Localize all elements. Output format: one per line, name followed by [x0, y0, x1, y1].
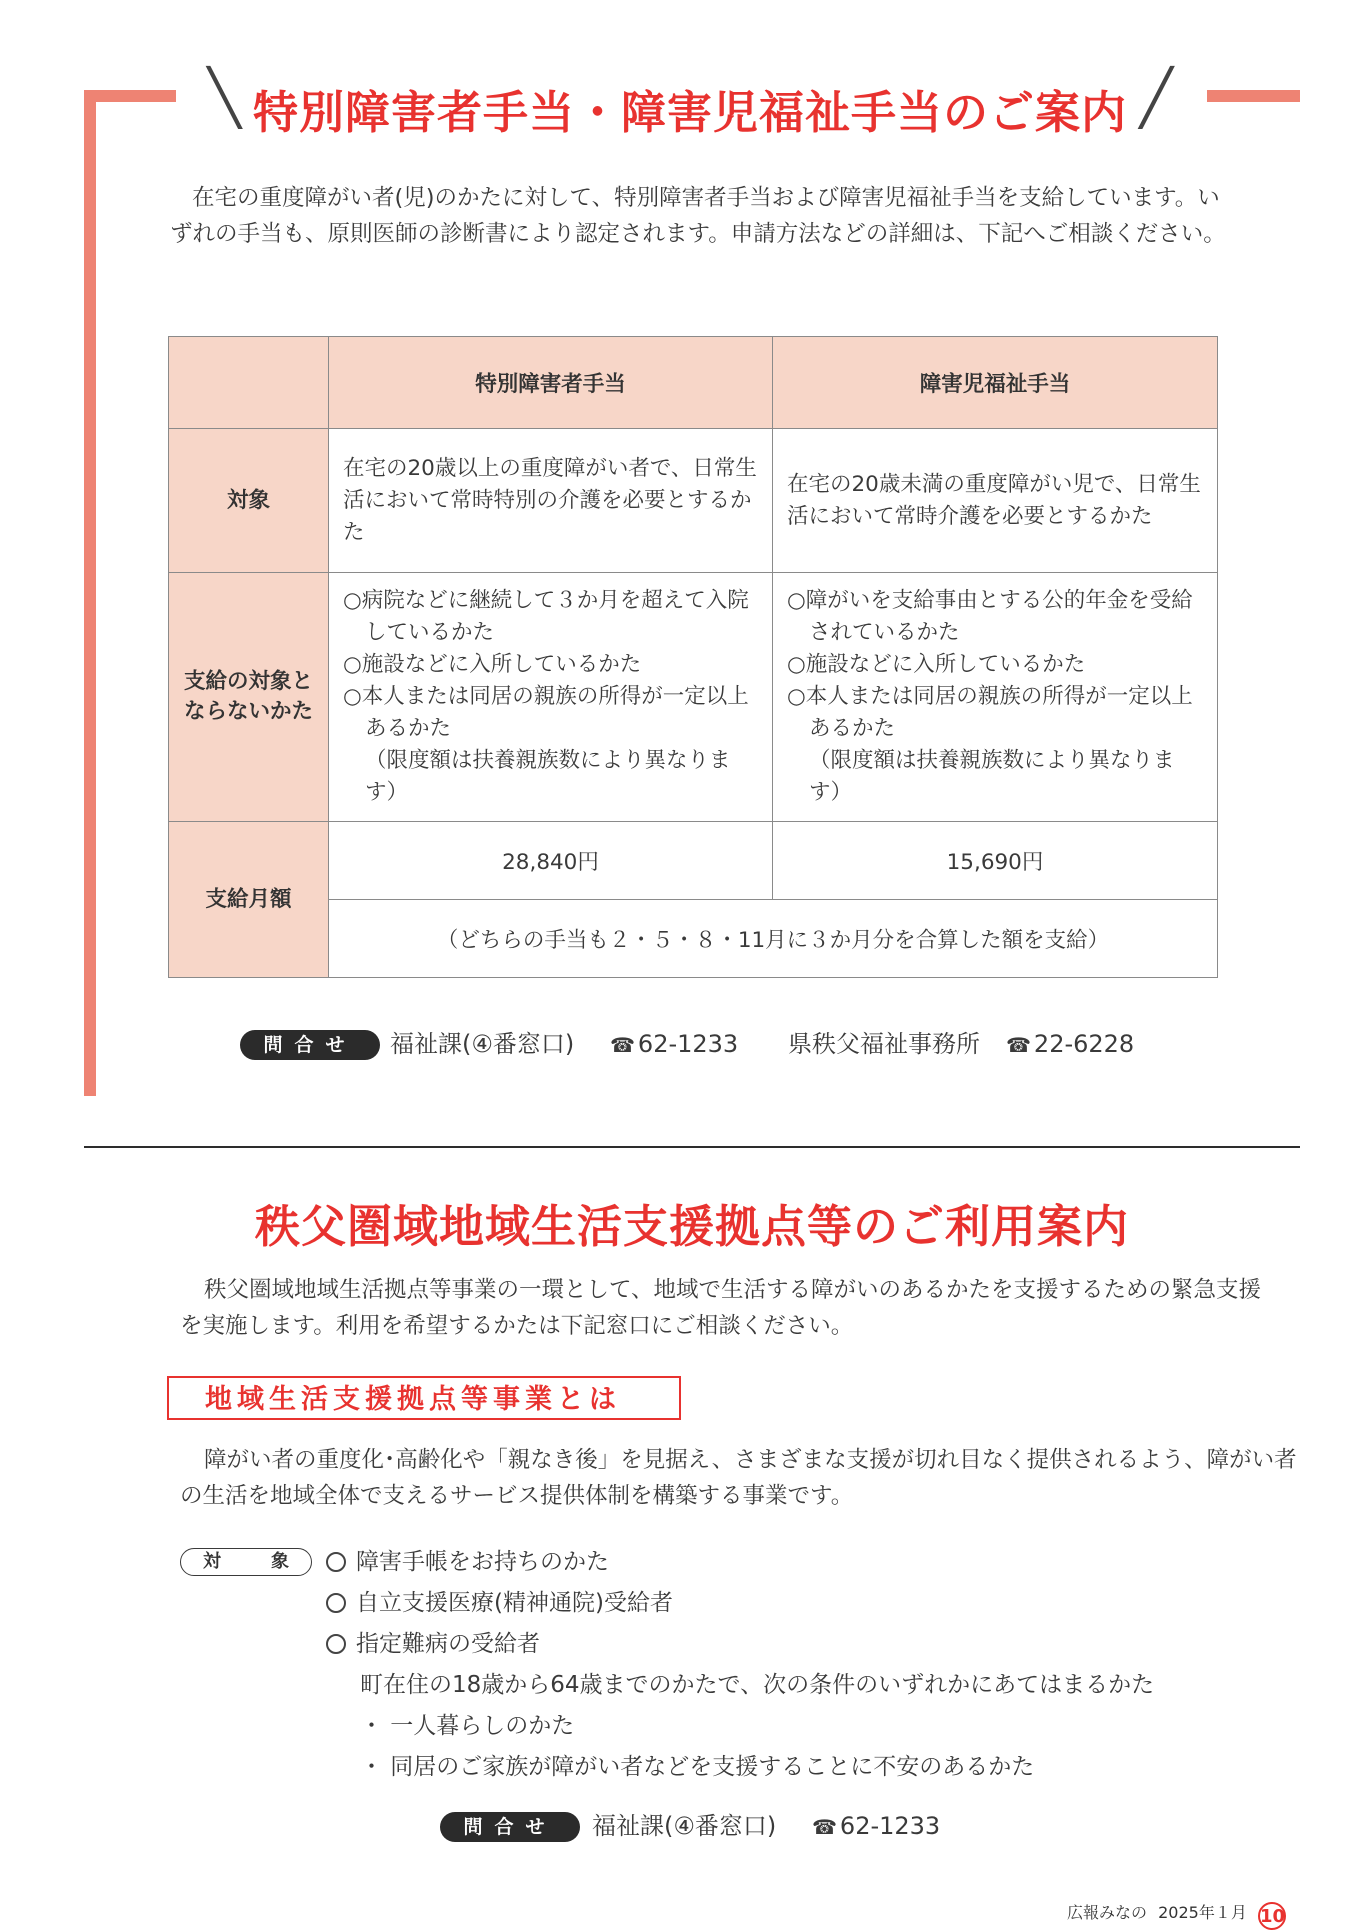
target-item	[326, 1542, 1266, 1583]
page-number: 10	[1258, 1902, 1286, 1930]
section1-contact-tel1	[610, 1028, 738, 1061]
target-item	[326, 1624, 1266, 1665]
target-child: 在宅の20歳未満の重度障がい児で、日常生活において常時介護を必要とするかた	[773, 429, 1218, 573]
circle-bullet-icon	[326, 1634, 346, 1654]
condition-text: 町在住の18歳から64歳までのかたで、次の条件のいずれかにあてはまるかた	[360, 1672, 1155, 1698]
excluded-child-item: ○本人または同居の親族の所得が一定以上あるかた	[787, 684, 1193, 741]
publication-date: 2025年１月	[1158, 1903, 1247, 1922]
section2-title: 秩父圏域地域生活支援拠点等のご利用案内	[254, 1200, 1129, 1253]
amount-special: 28,840円	[329, 822, 773, 900]
excluded-special-item: ○病院などに継続して３か月を超えて入院しているかた	[343, 588, 749, 645]
amount-note: （どちらの手当も２・５・８・11月に３か月分を合算した額を支給）	[329, 900, 1218, 978]
table-header-special: 特別障害者手当	[329, 337, 773, 429]
table-corner-cell	[169, 337, 329, 429]
section1-contact-tel2	[1006, 1028, 1134, 1061]
tel2-number: 22-6228	[1033, 1030, 1135, 1058]
title-left-slash-icon: ╲	[208, 66, 241, 129]
target-item-text: 障害手帳をお持ちのかた	[356, 1549, 609, 1575]
excluded-child-item: ○施設などに入所しているかた	[787, 652, 1086, 677]
section1-title: 特別障害者手当・障害児福祉手当のご案内	[252, 86, 1127, 139]
target-label-char1: 対	[203, 1551, 221, 1572]
target-item	[326, 1583, 1266, 1624]
row-header-excluded	[169, 573, 329, 822]
excluded-special-item: ○本人または同居の親族の所得が一定以上あるかた	[343, 684, 749, 741]
page-footer	[1067, 1900, 1286, 1930]
phone-icon: ☎	[1006, 1033, 1031, 1057]
circle-bullet-icon	[326, 1552, 346, 1572]
excluded-child	[773, 573, 1218, 822]
excluded-child-item: ○障がいを支給事由とする公的年金を受給されているかた	[787, 588, 1193, 645]
circle-bullet-icon	[326, 1593, 346, 1613]
excluded-special-item: ○施設などに入所しているかた	[343, 652, 642, 677]
row-header-target: 対象	[169, 429, 329, 573]
excluded-special-note: （限度額は扶養親族数により異なります）	[365, 748, 731, 805]
row-header-amount: 支給月額	[169, 822, 329, 978]
section1-contact-office: 県秩父福祉事務所	[788, 1030, 980, 1058]
section1-intro: 在宅の重度障がい者(児)のかたに対して、特別障害者手当および障害児福祉手当を支給しています。いずれの手当も、原則医師の診断書により認定されます。申請方法などの詳細は、下記へご相談ください。	[170, 185, 1226, 247]
condition-item: ・ 同居のご家族が障がい者などを支援することに不安のあるかた	[360, 1754, 1035, 1780]
target-label-char2: 象	[271, 1551, 289, 1572]
target-label-badge	[180, 1548, 312, 1576]
condition-item: ・ 一人暮らしのかた	[360, 1713, 575, 1739]
section2-subheading: 地域生活支援拠点等事業とは	[167, 1376, 681, 1420]
amount-child: 15,690円	[773, 822, 1218, 900]
target-special: 在宅の20歳以上の重度障がい者で、日常生活において常時特別の介護を必要とするかた	[329, 429, 773, 573]
contact-label-badge: 問合せ	[440, 1812, 580, 1842]
section2-contact-dept: 福祉課(④番窓口)	[592, 1812, 777, 1840]
phone-icon: ☎	[812, 1815, 837, 1839]
publication-name: 広報みなの	[1067, 1903, 1148, 1922]
contact-label-badge: 問合せ	[240, 1030, 380, 1060]
target-item-text: 自立支援医療(精神通院)受給者	[356, 1590, 673, 1616]
section2-description: 障がい者の重度化･高齢化や「親なき後」を見据え、さまざまな支援が切れ目なく提供されるよう、障がい者の生活を地域全体で支えるサービス提供体制を構築する事業です。	[180, 1447, 1297, 1509]
excluded-child-note: （限度額は扶養親族数により異なります）	[809, 748, 1175, 805]
row-header-excluded-line2: ならないかた	[183, 699, 313, 724]
target-list	[326, 1542, 1266, 1788]
section2-contact-tel	[812, 1810, 940, 1843]
table-header-child: 障害児福祉手当	[773, 337, 1218, 429]
phone-icon: ☎	[610, 1033, 635, 1057]
frame-top-right-bar	[1207, 90, 1300, 102]
row-header-excluded-line1: 支給の対象と	[183, 669, 313, 694]
tel1-number: 62-1233	[637, 1030, 739, 1058]
title-right-slash-icon: ╱	[1140, 66, 1173, 129]
target-item-text: 指定難病の受給者	[356, 1631, 540, 1657]
section1-contact-dept: 福祉課(④番窓口)	[390, 1030, 575, 1058]
allowance-table	[168, 336, 1218, 978]
excluded-special	[329, 573, 773, 822]
frame-left-bar	[84, 90, 96, 1096]
section-divider	[84, 1146, 1300, 1148]
tel-number: 62-1233	[839, 1812, 941, 1840]
section2-intro: 秩父圏域地域生活拠点等事業の一環として、地域で生活する障がいのあるかたを支援するための緊急支援を実施します。利用を希望するかたは下記窓口にご相談ください。	[180, 1277, 1262, 1339]
frame-top-left-bar	[84, 90, 176, 102]
